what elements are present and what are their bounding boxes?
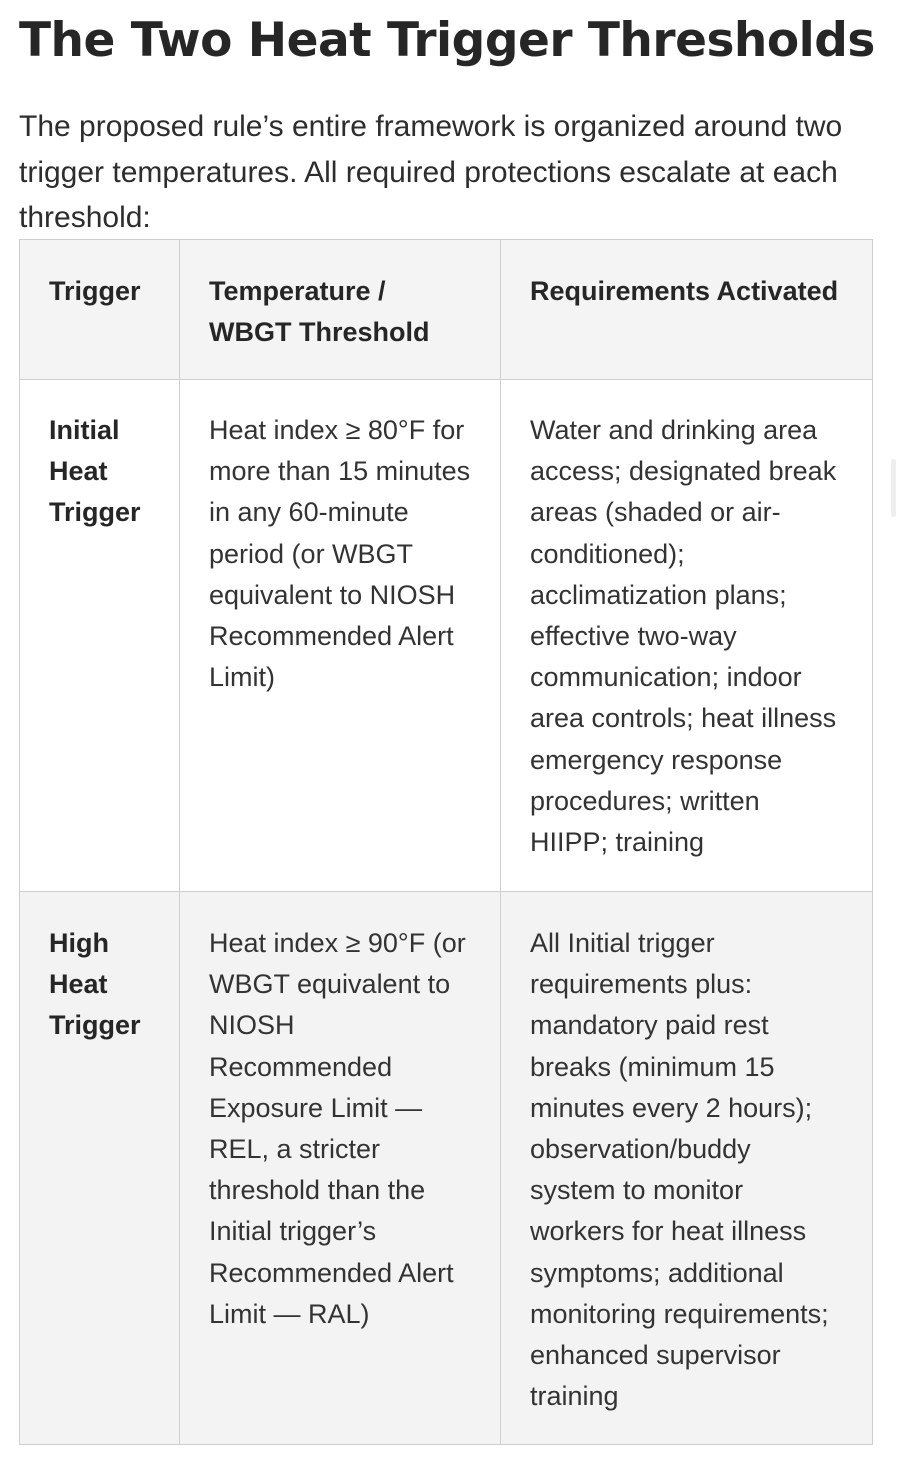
threshold-cell: Heat index ≥ 80°F for more than 15 minutes in any 60-minute period (or WBGT equivalent to NIOSH Recommended Alert Limit) bbox=[180, 380, 501, 892]
table-row bbox=[20, 380, 873, 892]
threshold-cell: Heat index ≥ 90°F (or WBGT equivalent to NIOSH Recommended Exposure Limit — REL, a stricter threshold than the Initial trigger’s Recommended Alert Limit — RAL) bbox=[180, 892, 501, 1445]
header-requirements: Requirements Activated bbox=[501, 240, 873, 380]
intro-paragraph: The proposed rule’s entire framework is organized around two trigger temperatures. All required protections escalate at each threshold: bbox=[19, 110, 843, 234]
table-row bbox=[20, 892, 873, 1445]
scrollbar-thumb[interactable] bbox=[891, 459, 896, 517]
trigger-cell: Initial Heat Trigger bbox=[20, 380, 180, 892]
page-title: The Two Heat Trigger Thresholds bbox=[19, 13, 875, 68]
header-threshold: Temperature / WBGT Threshold bbox=[180, 240, 501, 380]
trigger-thresholds-table bbox=[19, 239, 873, 1445]
table-header bbox=[20, 240, 873, 380]
table-body bbox=[20, 380, 873, 1445]
header-trigger: Trigger bbox=[20, 240, 180, 380]
trigger-cell: High Heat Trigger bbox=[20, 892, 180, 1445]
table-header-row bbox=[20, 240, 873, 380]
requirements-cell: Water and drinking area access; designated break areas (shaded or air-conditioned); acclimatization plans; effective two-way communication; indoor area controls; heat illness emergency response procedures; written HIIPP; training bbox=[501, 380, 873, 892]
requirements-cell: All Initial trigger requirements plus: mandatory paid rest breaks (minimum 15 minutes every 2 hours); observation/buddy system to monitor workers for heat illness symptoms; additional monitoring requirements; enhanced supervisor training bbox=[501, 892, 873, 1445]
